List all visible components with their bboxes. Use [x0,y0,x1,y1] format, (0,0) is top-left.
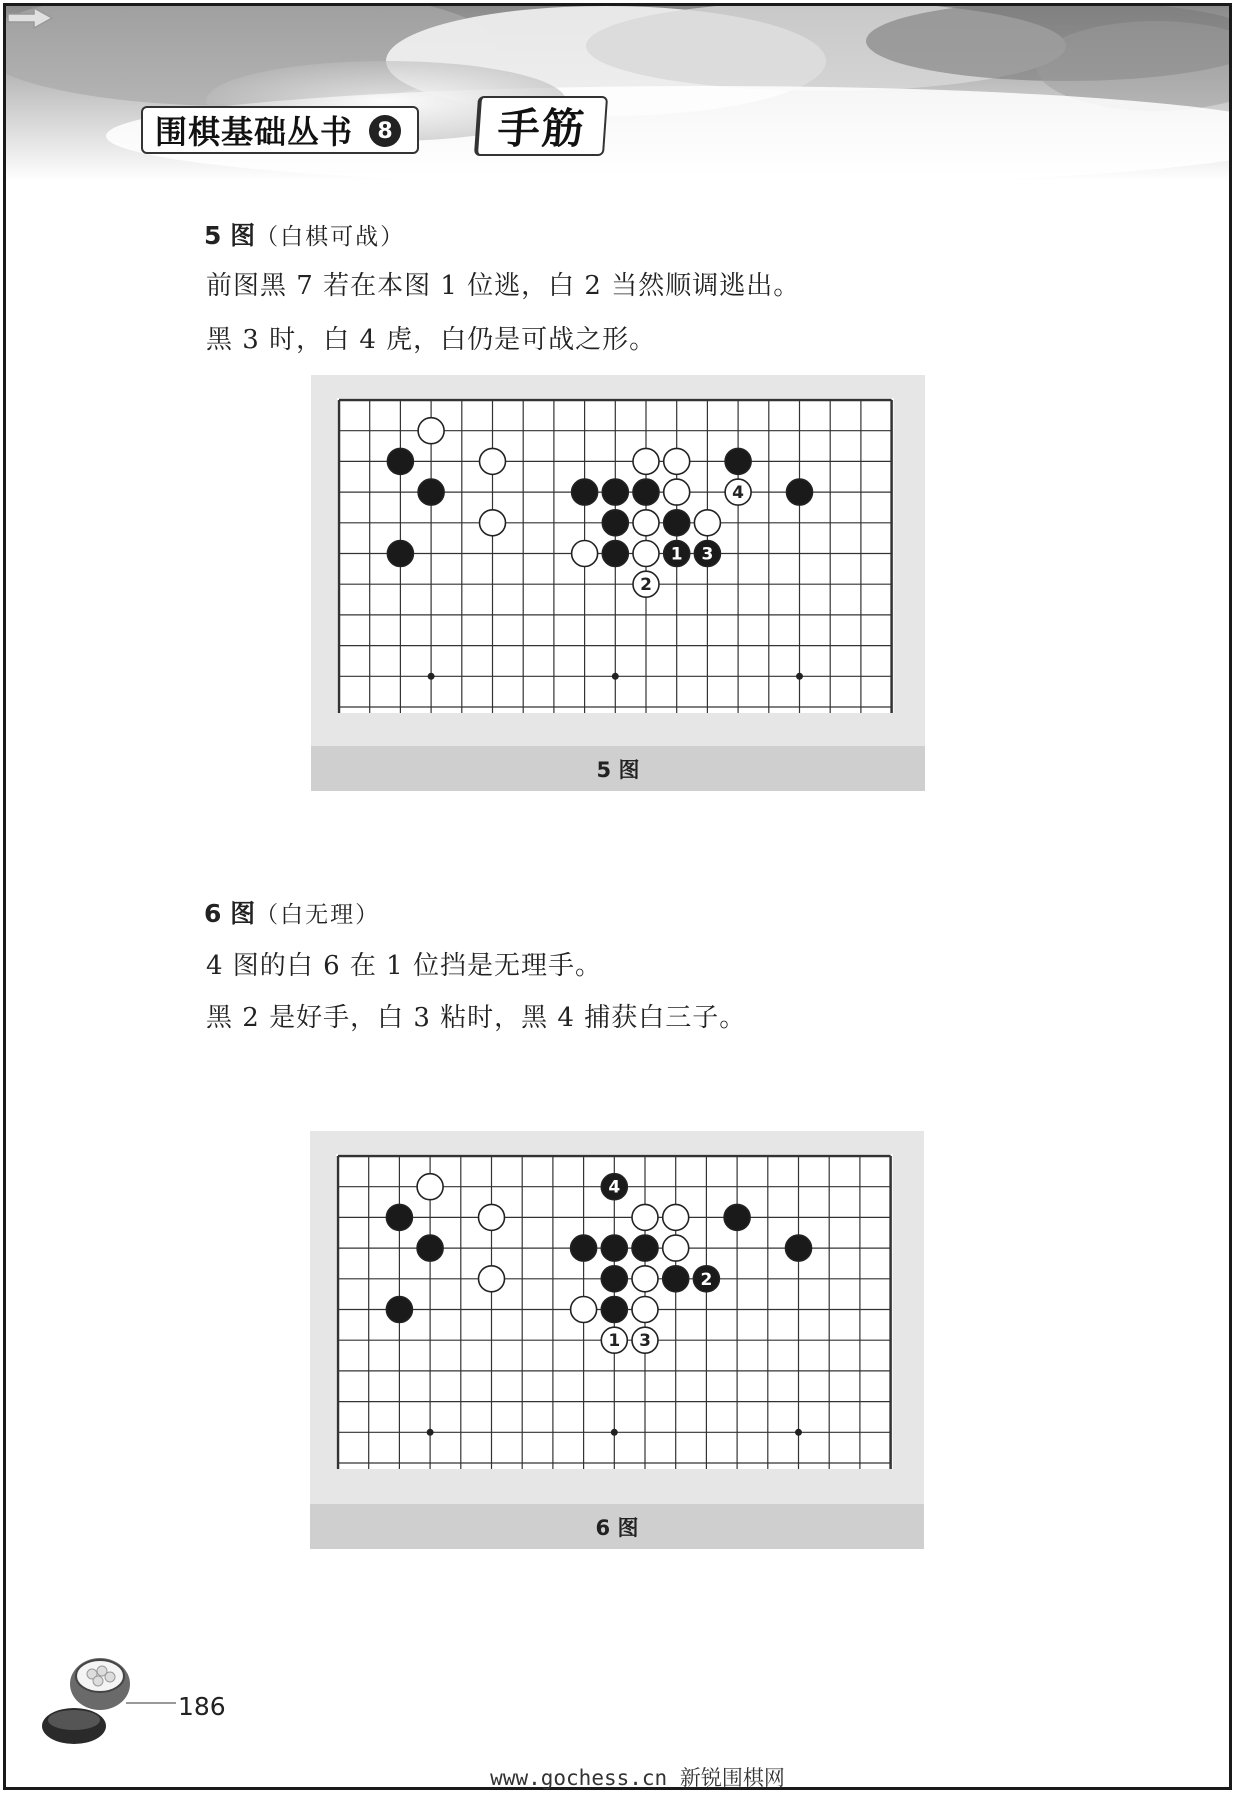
section-6-heading-sub: （白无理） [255,902,381,928]
white-stone [479,1266,505,1292]
white-stone [480,510,506,536]
white-stone [632,1297,658,1323]
series-number-badge: 8 [369,115,401,147]
black-stone [386,1204,412,1230]
black-stone [387,448,413,474]
black-stone [572,479,598,505]
stone-move-label: 2 [700,1269,713,1290]
page-frame [3,3,1232,1790]
black-stone [601,1235,627,1261]
stone-move-label: 4 [608,1177,621,1198]
go-bowl-icon [36,1646,136,1746]
black-stone [418,479,444,505]
footer-watermark: www.gochess.cn 新锐围棋网 [490,1766,785,1790]
stone-move-label: 2 [640,575,652,596]
black-stone [725,448,751,474]
banner-cloud-decoration [6,6,1232,181]
arrow-right-icon [6,6,54,30]
white-stone [633,541,659,567]
star-point [427,1429,434,1436]
black-stone [786,1235,812,1261]
book-title-box [474,96,608,156]
star-point [428,673,435,680]
white-stone [663,1204,689,1230]
white-stone [632,1204,658,1230]
star-point [612,673,619,680]
header-banner [6,6,1229,181]
star-point [796,673,803,680]
white-stone [664,479,690,505]
go-board-6 [310,1131,924,1504]
black-stone [632,1235,658,1261]
section-5-heading [204,216,405,252]
white-stone [633,448,659,474]
section-6-heading-num: 6 图 [204,899,256,928]
white-stone [572,541,598,567]
star-point [795,1429,802,1436]
black-stone [787,479,813,505]
white-stone [664,448,690,474]
diagram-5 [311,375,925,791]
black-stone [571,1235,597,1261]
black-stone [386,1297,412,1323]
series-title-box [141,106,419,154]
black-stone [724,1204,750,1230]
white-stone [479,1204,505,1230]
black-stone [387,541,413,567]
stone-move-label: 1 [608,1331,621,1352]
stone-move-label: 3 [639,1331,651,1352]
section-5-line-1: 前图黑 7 若在本图 1 位逃，白 2 当然顺调逃出。 [206,271,801,301]
section-6-line-1: 4 图的白 6 在 1 位挡是无理手。 [206,951,602,981]
section-6-line-2: 黑 2 是好手，白 3 粘时，黑 4 捕获白三子。 [206,1003,747,1033]
section-6-heading [204,894,380,930]
white-stone [663,1235,689,1261]
black-stone [664,510,690,536]
black-stone [601,1297,627,1323]
section-5-line-2: 黑 3 时，白 4 虎，白仍是可战之形。 [206,325,657,355]
diagram-6-caption: 6 图 [310,1504,924,1549]
black-stone [601,1266,627,1292]
book-title: 手筋 [496,104,588,153]
stone-move-label: 3 [701,544,714,565]
white-stone [694,510,720,536]
white-stone [633,510,659,536]
section-5-heading-sub: （白棋可战） [255,224,406,250]
page-number-rule [126,1701,176,1705]
go-board-5 [311,375,925,746]
black-stone [602,510,628,536]
white-stone [480,448,506,474]
series-title: 围棋基础丛书 [155,113,354,151]
white-stone [418,418,444,444]
white-stone [571,1297,597,1323]
stone-move-label: 1 [670,544,683,565]
white-stone [417,1174,443,1200]
page-number: 186 [178,1692,226,1721]
black-stone [663,1266,689,1292]
section-5-heading-num: 5 图 [204,221,256,250]
black-stone [602,479,628,505]
diagram-5-caption: 5 图 [311,746,925,791]
diagram-6 [310,1131,924,1549]
star-point [611,1429,618,1436]
black-stone [602,541,628,567]
white-stone [632,1266,658,1292]
black-stone [633,479,659,505]
stone-move-label: 4 [732,483,745,504]
black-stone [417,1235,443,1261]
